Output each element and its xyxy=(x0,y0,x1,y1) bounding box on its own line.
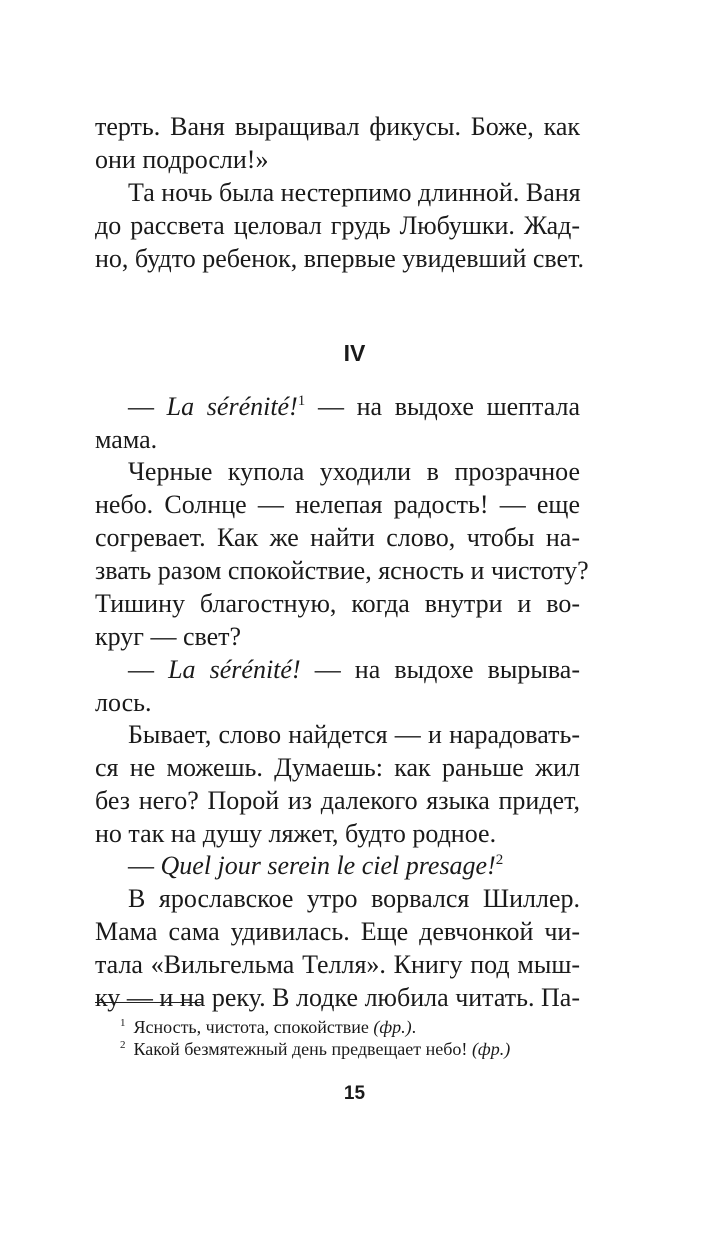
text-line: но так на душу ляжет, будто родное. xyxy=(95,819,497,848)
text-line: небо. Солнце — нелепая радость! — еще xyxy=(95,490,580,519)
text-line: ку — и на реку. В лодке любила читать. Па- xyxy=(95,983,580,1012)
footnote-number: 2 xyxy=(120,1039,126,1051)
text-line: Черные купола уходили в прозрачное xyxy=(128,457,580,486)
text-line: Та ночь была нестерпимо длинной. Ваня xyxy=(128,178,581,207)
text-line: Тишину благостную, когда внутри и во- xyxy=(95,589,580,618)
footnote-number: 1 xyxy=(120,1017,126,1029)
chapter-heading: IV xyxy=(343,340,366,366)
quote-line xyxy=(128,653,580,687)
footnote-end: . xyxy=(411,1017,417,1037)
footnote-2 xyxy=(120,1037,590,1061)
footnote-1 xyxy=(120,1015,590,1039)
quote-rest: — на выдохе шептала xyxy=(317,392,581,421)
text-line: ся не можешь. Думаешь: как раньше жил xyxy=(95,753,580,782)
text-line: Мама сама удивилась. Еще девчонкой чи- xyxy=(95,917,580,946)
french-phrase: Quel jour serein le ciel presage! xyxy=(160,851,496,880)
text-line: Бывает, слово найдется — и нарадовать- xyxy=(128,720,580,749)
text-line: лось. xyxy=(95,688,152,717)
footnote-lang: (фр.) xyxy=(471,1039,511,1059)
quote-rest: — на выдохе вырыва- xyxy=(314,655,580,684)
dash: — xyxy=(128,851,154,880)
quote-line xyxy=(128,849,580,883)
footnote-text: Ясность, чистота, спокойствие xyxy=(133,1017,369,1037)
text-line: терть. Ваня выращивал фикусы. Боже, как xyxy=(95,112,580,141)
french-phrase: La sérénité! xyxy=(168,655,301,684)
text-line: круг — свет? xyxy=(95,622,242,651)
text-line: согревает. Как же найти слово, чтобы на- xyxy=(95,523,580,552)
text-line: но, будто ребенок, впервые увидевший свет. xyxy=(95,244,584,273)
text-line: они подросли!» xyxy=(95,145,269,174)
page-number: 15 xyxy=(343,1083,366,1104)
text-line: В ярославское утро ворвался Шиллер. xyxy=(128,884,580,913)
footnote-lang: (фр.) xyxy=(373,1017,412,1037)
text-line: звать разом спокойствие, ясность и чистоту? xyxy=(95,556,589,585)
footnote-text: Какой безмятежный день предвещает небо! xyxy=(133,1039,468,1059)
text-line: мама. xyxy=(95,425,158,454)
french-phrase: La sérénité! xyxy=(166,392,298,421)
text-line: тала «Вильгельма Телля». Книгу под мыш- xyxy=(95,950,580,979)
footnote-ref: 2 xyxy=(495,852,504,868)
text-line: без него? Порой из далекого языка придет, xyxy=(95,786,580,815)
footnote-divider xyxy=(95,1002,201,1003)
quote-line xyxy=(128,390,580,424)
dash: — xyxy=(128,392,154,421)
text-line: до рассвета целовал грудь Любушки. Жад- xyxy=(95,211,580,240)
dash: — xyxy=(128,655,154,684)
footnote-ref: 1 xyxy=(297,393,306,409)
